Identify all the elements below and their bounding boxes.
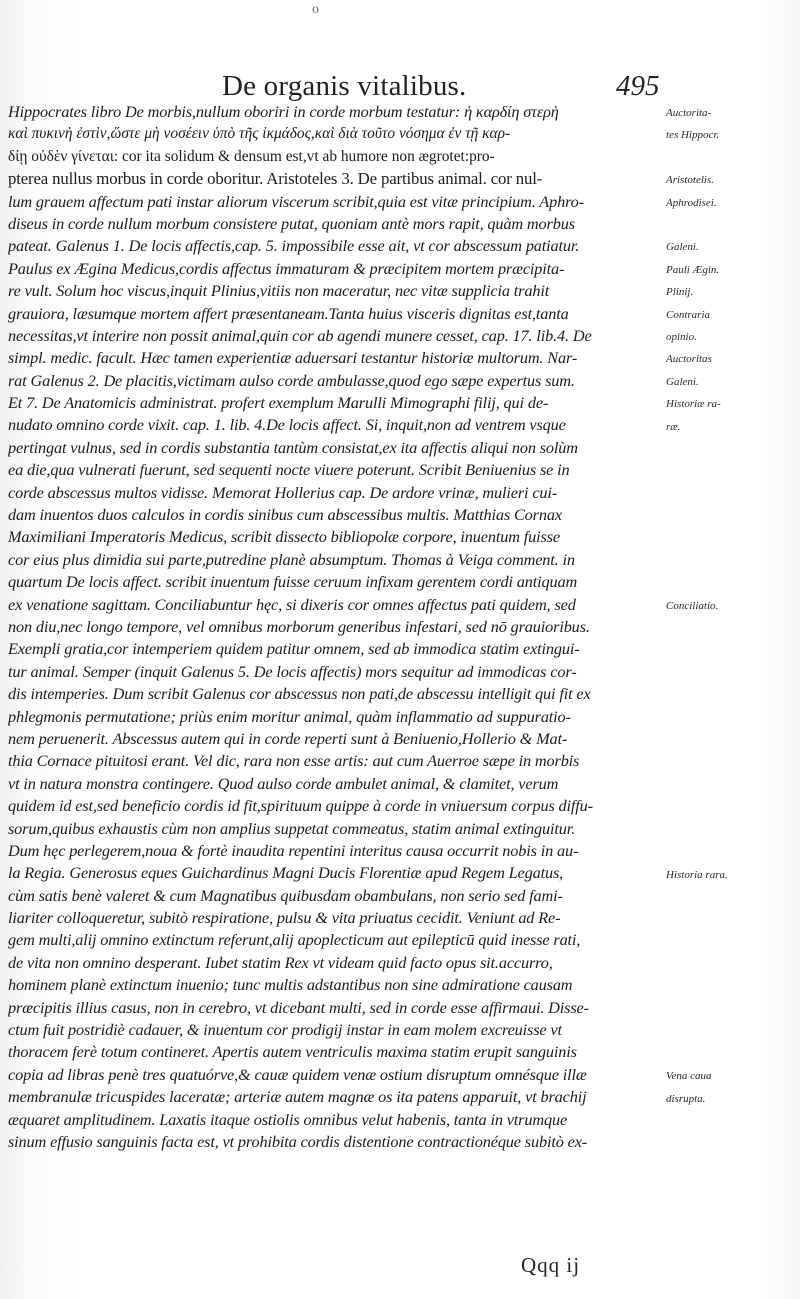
margin-note: ræ.: [666, 420, 681, 433]
text-line: tur animal. Semper (inquit Galenus 5. De locis affectis) mors sequitur ad immodicas cor-: [8, 661, 577, 681]
text-line: καὶ πυκινὴ ἐστὶν,ὥστε μὴ νοσέειν ὑπὸ τῆς ἰκμάδος,καὶ διὰ τοῦτο νόσημα ἐν τῇ καρ-: [8, 125, 511, 143]
margin-note: Aristotelis.: [666, 174, 714, 187]
text-line: δίῃ οὐδὲν γίνεται: cor ita solidum & densum est,vt ab humore non ægrotet:pro-: [8, 147, 495, 165]
text-line: ex venatione sagittam. Conciliabuntur hęc, si dixeris cor omnes affectus pati quidem, sed: [8, 594, 576, 614]
text-line: Exempli gratia,cor intemperiem quidem patitur omnem, sed ab immodica statim extingui-: [8, 639, 580, 659]
margin-note: Historia rara.: [666, 868, 728, 881]
text-line: gem multi,alij omnino extinctum referunt,alij apoplecticum aut epilepticū quid inesse rati,: [8, 930, 581, 950]
margin-note: Galeni.: [666, 241, 699, 254]
margin-note: Auctoritas: [666, 353, 712, 366]
text-line: quartum De locis affect. scribit inuentum fuisse ceruum infixam gerentem cordi antiquam: [8, 572, 578, 592]
text-line: liariter colloqueretur, subitò respiratione, pulsu & vita priuatus cecidit. Veniunt ad Re-: [8, 908, 561, 928]
text-line: membranulæ tricuspides laceratæ; arteriæ autem magnæ os ita patens apparuit, vt brachij: [8, 1087, 587, 1107]
text-line: Maximiliani Imperatoris Medicus, scribit dissecto bibliopolæ corpore, inuentum fuisse: [8, 527, 560, 547]
margin-note: Pauli Ægin.: [666, 263, 720, 276]
text-line: quidem id est,sed beneficio cordis id fit,spirituum quippe à corde in vniuersum corpus diffu-: [8, 796, 593, 816]
text-line: sorum,quibus exhaustis cùm non amplius suppetat commeatus, statim animal extinguitur.: [8, 818, 576, 838]
text-line: la Regia. Generosus eques Guichardinus Magni Ducis Florentiæ apud Regem Legatus,: [8, 863, 564, 883]
text-line: æquaret amplitudinem. Laxatis itaque ostiolis omnibus velut habenis, tanta in vtrumque: [8, 1109, 568, 1129]
text-line: dam inuentos duos calculos in cordis sinibus cum abscessibus multis. Matthias Cornax: [8, 505, 562, 525]
text-line: vt in natura monstra contingere. Quod aulso corde ambulet animal, & clamitet, verum: [8, 773, 559, 793]
text-line: lum grauem affectum pati instar aliorum viscerum scribit,quia est vitæ principium. Aphro-: [8, 191, 584, 211]
margin-note: Conciliatio.: [666, 599, 719, 612]
signature-mark: Qqq ij: [521, 1253, 581, 1277]
text-line: pterea nullus morbus in corde oboritur. Aristoteles 3. De partibus animal. cor nul-: [8, 169, 543, 189]
text-line: ctum fuit postridiè cadauer, & inuentum cor prodigij instar in eam molem excreuisse vt: [8, 1020, 562, 1040]
text-line: hominem planè extinctum inuenio; tunc multis adstantibus non sine admiratione causam: [8, 975, 573, 995]
margin-note: Aphrodisei.: [666, 196, 717, 209]
margin-note: Galeni.: [666, 375, 699, 388]
text-line: diseus in corde nullum morbum consistere putat, quoniam antè mors rapit, quàm morbus: [8, 213, 575, 233]
text-line: ea die,qua vulnerati fuerunt, sed sequenti nocte viuere poterunt. Scribit Beniuenius se in: [8, 460, 570, 480]
text-line: cor eius plus dimidia sui parte,putredine planè absumptum. Thomas à Veiga comment. in: [8, 549, 575, 569]
text-line: dis intemperies. Dum scribit Galenus cor abscessus non pati,de abscessu intelligit qui fit ex: [8, 684, 591, 704]
text-line: sinum effusio sanguinis facta est, vt prohibita cordis distentione contractionéque subitò ex-: [8, 1131, 588, 1151]
margin-note: disrupta.: [666, 1092, 706, 1105]
margin-note: Contraria: [666, 308, 711, 321]
top-mark: o: [312, 2, 319, 17]
margin-note: Plinij.: [666, 286, 694, 299]
text-line: thia Cornace pituitosi erant. Vel dic, rara non esse artis: aut cum Auerroe sæpe in morbis: [8, 751, 580, 771]
text-line: pertingat vulnus, sed in cordis substantia tantùm consistat,ex ita affectis aliqui non solùm: [8, 437, 578, 457]
margin-note: Vena caua: [666, 1070, 712, 1083]
text-line: nem peruenerit. Abscessus autem qui in corde reperti sunt à Beniuenio,Hollerio & Mat-: [8, 728, 568, 748]
text-line: Et 7. De Anatomicis administrat. profert exemplum Marulli Mimographi filij, qui de-: [8, 393, 549, 413]
text-line: cùm satis benè valeret & cum Magnatibus quibusdam obambulans, non serio sed fami-: [8, 885, 563, 905]
margin-note: tes Hippocr.: [666, 129, 720, 142]
margin-note: opinio.: [666, 331, 697, 343]
text-line: corde abscessus multos vidisse. Memorat Hollerius cap. De ardore vrinæ, mulieri cui-: [8, 482, 558, 502]
text-line: præcipitis illius casus, non in cerebro, vt dicebant multi, sed in corde esse affirmaui. Disse-: [8, 997, 589, 1017]
margin-note: Auctorita-: [666, 107, 712, 119]
text-line: grauiora, læsumque mortem affert præsentaneam.Tanta huius visceris dignitas est,tanta: [8, 303, 569, 323]
text-line: Paulus ex Ægina Medicus,cordis affectus immaturam & præcipitem mortem præcipita-: [8, 258, 565, 278]
body-text: [8, 101, 666, 1153]
text-line: re vult. Solum hoc viscus,inquit Plinius,vitiis non maceratur, nec vitæ supplicia trahit: [8, 281, 550, 301]
page-number: 495: [616, 70, 660, 102]
text-line: nudato omnino corde vixit. cap. 1. lib. 4.De locis affect. Si, inquit,non ad ventrem vsque: [8, 415, 566, 435]
text-line: pateat. Galenus 1. De locis affectis,cap. 5. impossibile esse ait, vt cor abscessum patiatur.: [8, 236, 580, 256]
text-line: non diu,nec longo tempore, vel omnibus morborum generibus infestari, sed nō grauioribus.: [8, 616, 590, 636]
text-line: Dum hęc perlegerem,noua & fortè inaudita repentini interitus causa occurrit nobis in au-: [8, 840, 579, 860]
text-line: copia ad libras penè tres quatuórve,& cauæ quidem venæ ostium disruptum omnésque illæ: [8, 1064, 587, 1084]
margin-note: Historiæ ra-: [666, 398, 721, 411]
text-line: simpl. medic. facult. Hæc tamen experientiæ aduersari testantur historiæ multorum. Nar-: [8, 348, 578, 368]
text-line: de vita non omnino desperant. Iubet statim Rex vt videam quid facto opus sit.accurro,: [8, 952, 553, 972]
text-line: thoracem ferè totum contineret. Apertis autem ventriculis maxima statim erupit sanguinis: [8, 1042, 577, 1062]
text-line: Hippocrates libro De morbis,nullum oboriri in corde morbum testatur: ἡ καρδίη στερὴ: [8, 102, 559, 121]
text-line: necessitas,vt interire non possit animal,quin cor ab agendi munere cesset, cap. 17. lib.4. De: [8, 325, 592, 345]
running-head: De organis vitalibus.: [222, 70, 467, 102]
text-line: rat Galenus 2. De placitis,victimam aulso corde ambulasse,quod ego sæpe expertus sum.: [8, 370, 575, 390]
text-line: phlegmonis permutatione; priùs enim moritur animal, quàm inflammatio ad suppuratio-: [8, 706, 571, 726]
